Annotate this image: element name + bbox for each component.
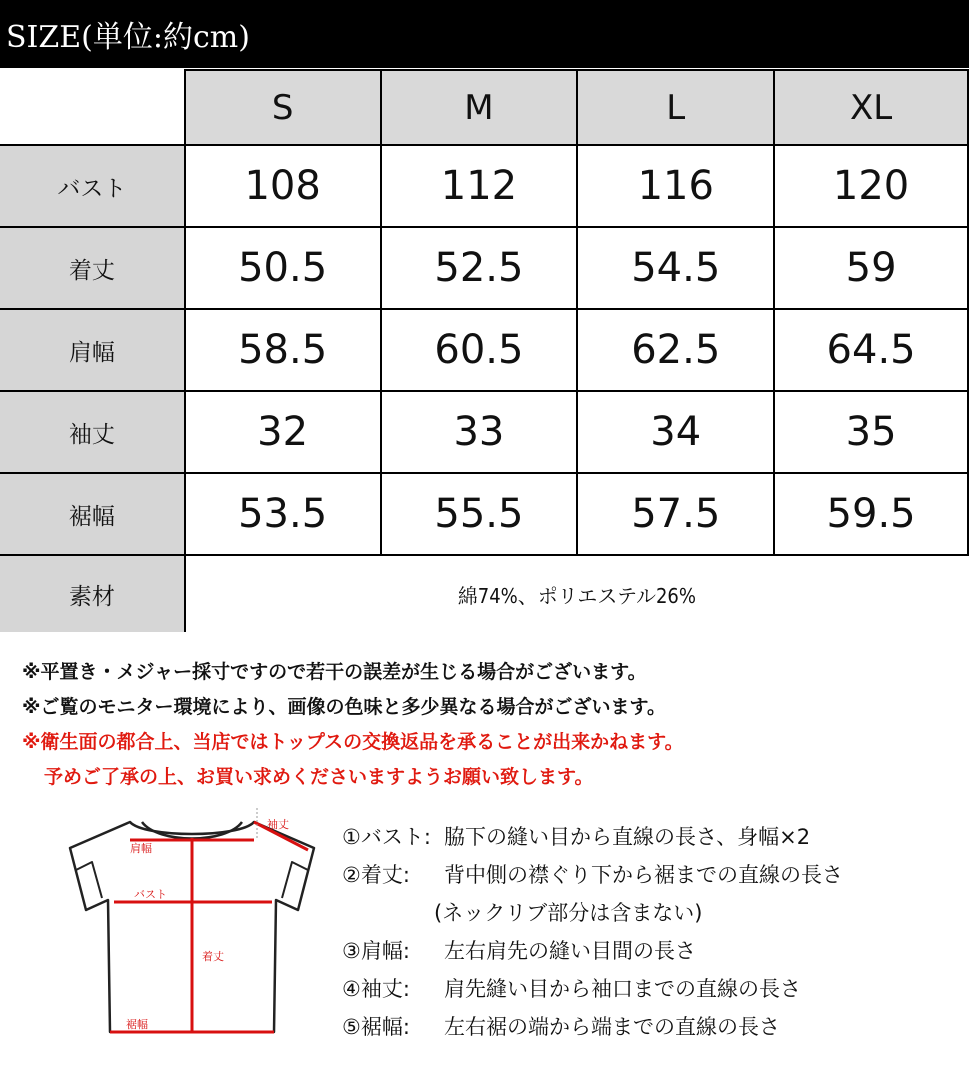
legend-row — [342, 856, 843, 894]
legend-text: 背中側の襟ぐり下から裾までの直線の長さ — [444, 863, 843, 887]
row-label: 裾幅 — [0, 473, 185, 555]
row-label: 袖丈 — [0, 391, 185, 473]
sleeve-cuff-right — [282, 862, 308, 898]
label-sleeve: 袖丈 — [267, 818, 289, 831]
legend-row — [342, 1008, 843, 1046]
size-col-xl: XL — [774, 70, 968, 145]
legend-key: ④袖丈: — [342, 977, 410, 1001]
legend-key: ②着丈: — [342, 863, 410, 887]
row-label: 着丈 — [0, 227, 185, 309]
table-row — [0, 227, 968, 309]
table-cell: 55.5 — [381, 473, 578, 555]
shirt-collar — [142, 822, 242, 839]
table-cell: 112 — [381, 145, 578, 227]
table-row — [0, 309, 968, 391]
note-line-warning: 予めご了承の上、お買い求めくださいますようお願い致します。 — [44, 766, 594, 788]
table-cell: 64.5 — [774, 309, 968, 391]
note-line: ※平置き・メジャー採寸ですので若干の誤差が生じる場合がございます。 — [22, 661, 647, 683]
note-line-warning: ※衛生面の都合上、当店ではトップスの交換返品を承ることが出来かねます。 — [22, 731, 684, 753]
corner-cell — [0, 70, 185, 145]
material-row — [0, 555, 968, 632]
legend-key: ①バスト: — [342, 825, 431, 849]
table-cell: 116 — [577, 145, 774, 227]
size-header-row — [0, 70, 968, 145]
table-cell: 54.5 — [577, 227, 774, 309]
table-cell: 58.5 — [185, 309, 381, 391]
size-table — [0, 69, 969, 632]
table-cell: 52.5 — [381, 227, 578, 309]
sleeve-cuff-left — [76, 862, 102, 898]
table-cell: 35 — [774, 391, 968, 473]
measurement-legend — [342, 818, 843, 1046]
material-label: 素材 — [0, 555, 185, 632]
legend-text: 肩先縫い目から袖口までの直線の長さ — [444, 977, 801, 1001]
table-cell: 32 — [185, 391, 381, 473]
legend-text: 左右肩先の縫い目間の長さ — [444, 939, 696, 963]
table-cell: 59.5 — [774, 473, 968, 555]
note-line: ※ご覧のモニター環境により、画像の色味と多少異なる場合がございます。 — [22, 696, 666, 718]
legend-text: 脇下の縫い目から直線の長さ、身幅×2 — [444, 825, 811, 849]
row-label: 肩幅 — [0, 309, 185, 391]
table-cell: 59 — [774, 227, 968, 309]
label-hem: 裾幅 — [126, 1018, 148, 1031]
table-cell: 62.5 — [577, 309, 774, 391]
legend-row — [342, 894, 843, 932]
label-length: 着丈 — [202, 950, 224, 963]
material-value: 綿74%、ポリエステル26% — [185, 555, 968, 632]
size-col-m: M — [381, 70, 578, 145]
legend-text: 左右裾の端から端までの直線の長さ — [444, 1015, 780, 1039]
label-bust: バスト — [134, 888, 167, 901]
row-label: バスト — [0, 145, 185, 227]
title-bar — [0, 0, 969, 68]
tshirt-diagram — [62, 800, 322, 1050]
table-cell: 108 — [185, 145, 381, 227]
table-cell: 50.5 — [185, 227, 381, 309]
legend-row — [342, 932, 843, 970]
legend-key: ③肩幅: — [342, 939, 410, 963]
table-cell: 53.5 — [185, 473, 381, 555]
table-cell: 60.5 — [381, 309, 578, 391]
table-cell: 120 — [774, 145, 968, 227]
table-row — [0, 145, 968, 227]
table-row — [0, 391, 968, 473]
size-col-l: L — [577, 70, 774, 145]
size-col-s: S — [185, 70, 381, 145]
notes — [22, 655, 684, 795]
table-cell: 57.5 — [577, 473, 774, 555]
legend-key: ⑤裾幅: — [342, 1015, 410, 1039]
table-cell: 34 — [577, 391, 774, 473]
table-cell: 33 — [381, 391, 578, 473]
legend-row — [342, 970, 843, 1008]
legend-text: (ネックリブ部分は含まない) — [434, 901, 703, 925]
page-title: SIZE(単位:約cm) — [6, 20, 250, 55]
label-shoulder: 肩幅 — [130, 842, 152, 855]
table-row — [0, 473, 968, 555]
legend-row — [342, 818, 843, 856]
